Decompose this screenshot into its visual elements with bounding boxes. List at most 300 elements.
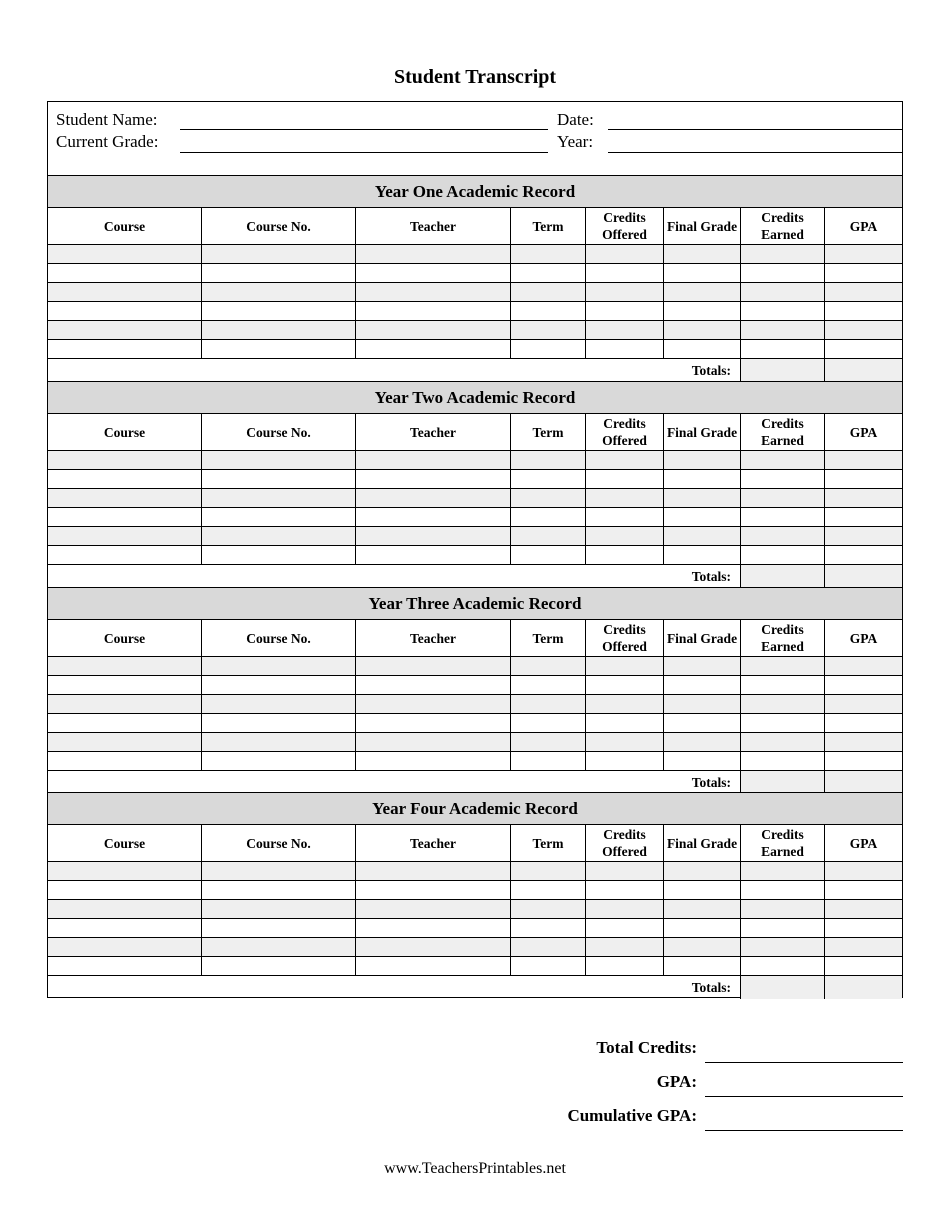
table-cell[interactable] [356, 938, 511, 957]
table-cell[interactable] [664, 862, 741, 881]
table-cell[interactable] [511, 881, 586, 900]
total-credits-label: Total Credits: [596, 1038, 697, 1057]
year-field[interactable] [608, 152, 902, 153]
academic-record-section [48, 175, 902, 381]
table-cell[interactable] [741, 676, 825, 695]
column-header-label: Course No. [246, 218, 311, 234]
total-credits-field[interactable] [705, 1062, 903, 1063]
table-cell[interactable] [48, 881, 202, 900]
section-title: Year Three Academic Record [48, 587, 902, 620]
date-field[interactable] [608, 129, 902, 130]
column-header-label: Term [532, 218, 564, 234]
column-header-label: Credits Earned [761, 622, 804, 654]
table-cell[interactable] [511, 657, 586, 676]
table-cell[interactable] [586, 489, 664, 508]
table-cell[interactable] [202, 695, 356, 714]
column-header [586, 620, 664, 657]
column-header [511, 620, 586, 657]
column-header [586, 825, 664, 862]
table-cell[interactable] [586, 862, 664, 881]
column-header-label: GPA [849, 218, 878, 234]
table-cell[interactable] [356, 862, 511, 881]
table-cell[interactable] [202, 714, 356, 733]
table-cell[interactable] [741, 733, 825, 752]
table-cell[interactable] [586, 657, 664, 676]
table-cell[interactable] [202, 657, 356, 676]
column-header-label: GPA [849, 630, 878, 646]
column-header [356, 208, 511, 245]
table-cell[interactable] [825, 470, 902, 489]
table-cell[interactable] [664, 508, 741, 527]
table-cell[interactable] [825, 283, 902, 302]
column-header [825, 620, 902, 657]
table-cell[interactable] [586, 527, 664, 546]
table-cell[interactable] [202, 957, 356, 976]
table-cell[interactable] [741, 546, 825, 565]
table-cell[interactable] [664, 881, 741, 900]
column-header [511, 414, 586, 451]
student-info-block [48, 102, 902, 175]
cumulative-gpa-field[interactable] [705, 1130, 903, 1131]
column-header [825, 825, 902, 862]
section-title: Year One Academic Record [48, 175, 902, 208]
totals-row [48, 771, 902, 794]
table-cell[interactable] [741, 283, 825, 302]
table-cell[interactable] [202, 245, 356, 264]
table-cell[interactable] [664, 451, 741, 470]
table-cell[interactable] [511, 900, 586, 919]
table-cell[interactable] [825, 733, 902, 752]
table-cell[interactable] [48, 900, 202, 919]
table-cell[interactable] [202, 938, 356, 957]
table-cell[interactable] [202, 302, 356, 321]
table-cell[interactable] [202, 752, 356, 771]
column-header-label: Credits Earned [761, 827, 804, 859]
table-cell[interactable] [825, 957, 902, 976]
table-cell[interactable] [825, 340, 902, 359]
totals-row [48, 565, 902, 588]
table-cell[interactable] [511, 508, 586, 527]
table-cell[interactable] [511, 283, 586, 302]
table-cell[interactable] [586, 957, 664, 976]
cumulative-gpa-row [500, 1106, 903, 1136]
column-header [356, 414, 511, 451]
table-cell[interactable] [356, 714, 511, 733]
table-cell[interactable] [356, 527, 511, 546]
table-cell[interactable] [511, 695, 586, 714]
table-cell[interactable] [825, 657, 902, 676]
table-cell[interactable] [511, 752, 586, 771]
column-header [511, 825, 586, 862]
table-cell[interactable] [511, 676, 586, 695]
table-cell[interactable] [48, 919, 202, 938]
table-cell[interactable] [48, 733, 202, 752]
student-name-label: Student Name: [56, 110, 158, 129]
table-cell[interactable] [356, 695, 511, 714]
column-header-label: Teacher [410, 218, 456, 234]
table-cell[interactable] [48, 470, 202, 489]
table-cell[interactable] [202, 733, 356, 752]
table-cell[interactable] [356, 657, 511, 676]
table-cell[interactable] [48, 714, 202, 733]
table-cell[interactable] [202, 900, 356, 919]
column-header-label: Final Grade [666, 835, 738, 851]
table-cell[interactable] [356, 321, 511, 340]
table-cell[interactable] [741, 938, 825, 957]
credits-earned-total-cell[interactable] [741, 771, 825, 794]
table-cell[interactable] [586, 283, 664, 302]
table-cell[interactable] [825, 938, 902, 957]
table-cell[interactable] [202, 546, 356, 565]
table-cell[interactable] [586, 881, 664, 900]
column-header-label: GPA [849, 424, 878, 440]
table-cell[interactable] [825, 862, 902, 881]
table-cell[interactable] [825, 881, 902, 900]
table-cell[interactable] [586, 752, 664, 771]
table-cell[interactable] [825, 546, 902, 565]
table-row [48, 302, 902, 321]
table-cell[interactable] [356, 881, 511, 900]
table-row [48, 321, 902, 340]
totals-row [48, 976, 902, 999]
table-cell[interactable] [511, 451, 586, 470]
table-cell[interactable] [586, 733, 664, 752]
table-cell[interactable] [48, 245, 202, 264]
gpa-row [500, 1072, 903, 1102]
table-cell[interactable] [741, 245, 825, 264]
table-cell[interactable] [664, 546, 741, 565]
table-cell[interactable] [356, 919, 511, 938]
table-cell[interactable] [664, 919, 741, 938]
table-cell[interactable] [511, 489, 586, 508]
table-cell[interactable] [48, 264, 202, 283]
section-title: Year Two Academic Record [48, 381, 902, 414]
table-cell[interactable] [825, 919, 902, 938]
table-cell[interactable] [664, 245, 741, 264]
transcript-form [47, 101, 903, 998]
table-cell[interactable] [664, 676, 741, 695]
table-cell[interactable] [202, 489, 356, 508]
table-row [48, 695, 902, 714]
table-cell[interactable] [825, 714, 902, 733]
current-grade-field[interactable] [180, 152, 548, 153]
table-cell[interactable] [356, 489, 511, 508]
column-header-label: Course No. [246, 835, 311, 851]
cumulative-gpa-label: Cumulative GPA: [567, 1106, 697, 1125]
column-header [664, 825, 741, 862]
academic-record-section [48, 792, 902, 998]
column-header [202, 825, 356, 862]
table-cell[interactable] [511, 733, 586, 752]
table-cell[interactable] [741, 862, 825, 881]
column-header [741, 414, 825, 451]
table-cell[interactable] [825, 676, 902, 695]
table-cell[interactable] [741, 714, 825, 733]
column-header-label: Credits Offered [602, 622, 647, 654]
column-header-label: Teacher [410, 835, 456, 851]
gpa-total-cell[interactable] [825, 359, 902, 382]
table-row [48, 508, 902, 527]
table-cell[interactable] [586, 938, 664, 957]
table-row [48, 752, 902, 771]
table-cell[interactable] [664, 900, 741, 919]
table-cell[interactable] [741, 489, 825, 508]
table-cell[interactable] [48, 508, 202, 527]
column-header-label: Credits Offered [602, 827, 647, 859]
gpa-field[interactable] [705, 1096, 903, 1097]
table-cell[interactable] [356, 470, 511, 489]
column-header-label: Final Grade [666, 630, 738, 646]
table-cell[interactable] [511, 264, 586, 283]
table-cell[interactable] [511, 862, 586, 881]
table-cell[interactable] [202, 508, 356, 527]
column-header [202, 414, 356, 451]
table-cell[interactable] [48, 862, 202, 881]
table-cell[interactable] [664, 938, 741, 957]
table-cell[interactable] [511, 938, 586, 957]
table-cell[interactable] [511, 302, 586, 321]
column-header-label: GPA [849, 835, 878, 851]
total-credits-row [500, 1038, 903, 1068]
table-cell[interactable] [202, 470, 356, 489]
credits-earned-total-cell[interactable] [741, 976, 825, 999]
table-cell[interactable] [356, 340, 511, 359]
table-cell[interactable] [741, 919, 825, 938]
table-cell[interactable] [825, 508, 902, 527]
table-cell[interactable] [586, 451, 664, 470]
credits-earned-total-cell[interactable] [741, 565, 825, 588]
table-row [48, 470, 902, 489]
table-cell[interactable] [48, 695, 202, 714]
table-cell[interactable] [356, 508, 511, 527]
table-cell[interactable] [741, 321, 825, 340]
table-cell[interactable] [586, 340, 664, 359]
column-header [356, 825, 511, 862]
table-row [48, 245, 902, 264]
table-cell[interactable] [202, 264, 356, 283]
column-header-label: Term [532, 835, 564, 851]
table-cell[interactable] [586, 508, 664, 527]
table-cell[interactable] [356, 900, 511, 919]
current-grade-label: Current Grade: [56, 132, 159, 151]
column-header-label: Course No. [246, 630, 311, 646]
table-cell[interactable] [741, 451, 825, 470]
table-cell[interactable] [511, 340, 586, 359]
column-header-label: Term [532, 630, 564, 646]
column-header-label: Credits Offered [602, 416, 647, 448]
table-cell[interactable] [586, 900, 664, 919]
column-header-label: Course No. [246, 424, 311, 440]
table-cell[interactable] [48, 451, 202, 470]
table-cell[interactable] [586, 470, 664, 489]
table-cell[interactable] [825, 264, 902, 283]
table-row [48, 862, 902, 881]
column-header-label: Teacher [410, 630, 456, 646]
table-cell[interactable] [741, 508, 825, 527]
table-cell[interactable] [741, 302, 825, 321]
table-cell[interactable] [741, 264, 825, 283]
table-cell[interactable] [664, 957, 741, 976]
column-header-label: Credits Offered [602, 210, 647, 242]
table-cell[interactable] [511, 714, 586, 733]
table-cell[interactable] [825, 245, 902, 264]
table-cell[interactable] [741, 527, 825, 546]
table-cell[interactable] [356, 451, 511, 470]
table-cell[interactable] [586, 546, 664, 565]
table-cell[interactable] [586, 676, 664, 695]
totals-label: Totals: [48, 771, 741, 794]
table-row [48, 919, 902, 938]
gpa-total-cell[interactable] [825, 976, 902, 999]
table-row [48, 527, 902, 546]
table-cell[interactable] [202, 862, 356, 881]
table-cell[interactable] [48, 546, 202, 565]
table-cell[interactable] [586, 245, 664, 264]
table-cell[interactable] [664, 283, 741, 302]
table-cell[interactable] [586, 714, 664, 733]
table-cell[interactable] [48, 321, 202, 340]
table-cell[interactable] [356, 302, 511, 321]
table-cell[interactable] [48, 527, 202, 546]
table-cell[interactable] [48, 752, 202, 771]
gpa-total-cell[interactable] [825, 771, 902, 794]
table-cell[interactable] [202, 340, 356, 359]
table-cell[interactable] [511, 919, 586, 938]
table-cell[interactable] [356, 752, 511, 771]
table-cell[interactable] [825, 695, 902, 714]
table-cell[interactable] [511, 957, 586, 976]
table-row [48, 733, 902, 752]
column-header [356, 620, 511, 657]
column-header [741, 825, 825, 862]
column-header [825, 414, 902, 451]
table-cell[interactable] [586, 695, 664, 714]
table-cell[interactable] [741, 470, 825, 489]
table-cell[interactable] [48, 657, 202, 676]
table-cell[interactable] [825, 302, 902, 321]
table-cell[interactable] [664, 264, 741, 283]
table-cell[interactable] [664, 470, 741, 489]
table-cell[interactable] [202, 881, 356, 900]
column-header [741, 208, 825, 245]
table-cell[interactable] [741, 881, 825, 900]
table-cell[interactable] [741, 900, 825, 919]
table-cell[interactable] [48, 302, 202, 321]
table-cell[interactable] [586, 302, 664, 321]
table-cell[interactable] [664, 489, 741, 508]
table-row [48, 451, 902, 470]
table-cell[interactable] [511, 321, 586, 340]
column-header-label: Course [103, 218, 146, 234]
table-row [48, 264, 902, 283]
table-cell[interactable] [202, 919, 356, 938]
table-cell[interactable] [48, 676, 202, 695]
table-row [48, 283, 902, 302]
table-cell[interactable] [741, 957, 825, 976]
table-row [48, 676, 902, 695]
table-cell[interactable] [664, 340, 741, 359]
column-header [664, 414, 741, 451]
table-cell[interactable] [202, 451, 356, 470]
year-label: Year: [557, 132, 594, 151]
table-cell[interactable] [825, 900, 902, 919]
column-header [48, 620, 202, 657]
table-cell[interactable] [664, 714, 741, 733]
table-cell[interactable] [664, 321, 741, 340]
totals-row [48, 359, 902, 382]
column-header [202, 620, 356, 657]
table-cell[interactable] [664, 733, 741, 752]
table-cell[interactable] [356, 733, 511, 752]
table-cell[interactable] [48, 938, 202, 957]
table-cell[interactable] [741, 657, 825, 676]
table-cell[interactable] [586, 264, 664, 283]
column-header-label: Credits Earned [761, 416, 804, 448]
column-header [48, 825, 202, 862]
table-cell[interactable] [825, 489, 902, 508]
table-cell[interactable] [356, 264, 511, 283]
table-cell[interactable] [202, 676, 356, 695]
table-cell[interactable] [586, 321, 664, 340]
table-row [48, 938, 902, 957]
table-cell[interactable] [356, 245, 511, 264]
credits-earned-total-cell[interactable] [741, 359, 825, 382]
gpa-total-cell[interactable] [825, 565, 902, 588]
table-cell[interactable] [511, 470, 586, 489]
table-cell[interactable] [741, 340, 825, 359]
table-cell[interactable] [511, 245, 586, 264]
table-cell[interactable] [511, 527, 586, 546]
table-row [48, 957, 902, 976]
table-cell[interactable] [48, 489, 202, 508]
table-cell[interactable] [664, 695, 741, 714]
column-header [664, 208, 741, 245]
date-label: Date: [557, 110, 594, 129]
table-cell[interactable] [741, 752, 825, 771]
table-cell[interactable] [48, 340, 202, 359]
academic-record-section [48, 381, 902, 587]
column-header-label: Course [103, 424, 146, 440]
table-cell[interactable] [202, 527, 356, 546]
page-title: Student Transcript [393, 66, 557, 88]
table-cell[interactable] [664, 752, 741, 771]
table-cell[interactable] [202, 283, 356, 302]
table-cell[interactable] [511, 546, 586, 565]
table-cell[interactable] [48, 957, 202, 976]
footer-url: www.TeachersPrintables.net [384, 1160, 566, 1177]
column-header [202, 208, 356, 245]
table-cell[interactable] [356, 283, 511, 302]
table-cell[interactable] [202, 321, 356, 340]
column-header [48, 208, 202, 245]
table-cell[interactable] [356, 957, 511, 976]
table-cell[interactable] [586, 919, 664, 938]
column-header-label: Final Grade [666, 424, 738, 440]
table-cell[interactable] [356, 676, 511, 695]
table-cell[interactable] [664, 302, 741, 321]
table-cell[interactable] [741, 695, 825, 714]
table-cell[interactable] [356, 546, 511, 565]
table-cell[interactable] [825, 752, 902, 771]
table-cell[interactable] [825, 321, 902, 340]
column-header-label: Teacher [410, 424, 456, 440]
table-cell[interactable] [825, 451, 902, 470]
student-name-field[interactable] [180, 129, 548, 130]
table-cell[interactable] [664, 657, 741, 676]
table-cell[interactable] [48, 283, 202, 302]
table-cell[interactable] [825, 527, 902, 546]
table-cell[interactable] [664, 527, 741, 546]
